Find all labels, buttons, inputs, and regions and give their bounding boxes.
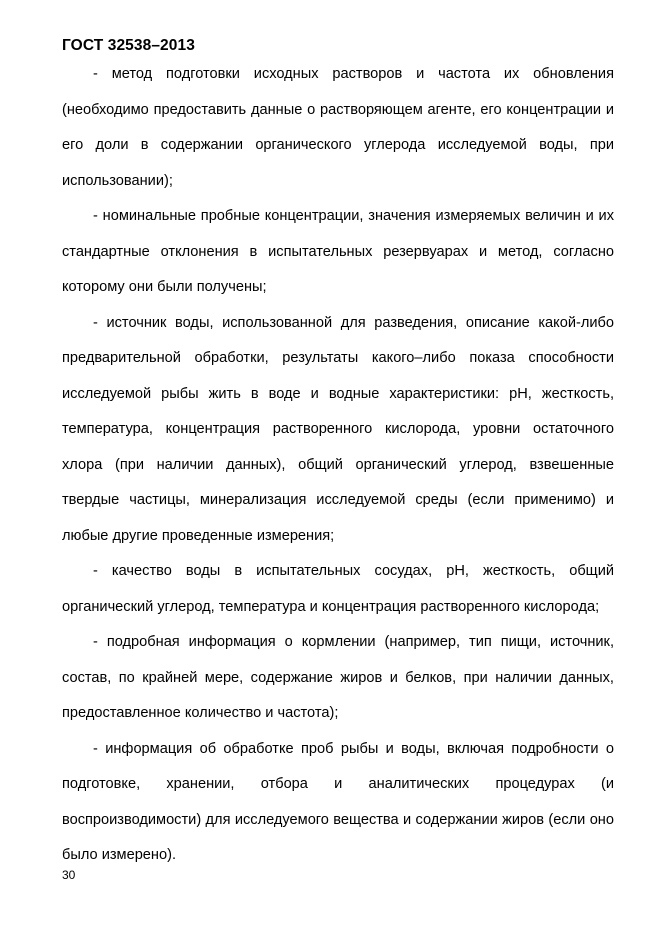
page-number: 30 <box>62 868 76 882</box>
document-header: ГОСТ 32538–2013 <box>62 37 195 54</box>
list-item-feeding-info: - подробная информация о кормлении (например, тип пищи, источник, состав, по крайней мере, содержание жиров и белков, при наличии данных, предоставленное количество и частота); <box>62 634 614 721</box>
list-item-nominal-concentrations: - номинальные пробные концентрации, значения измеряемых величин и их стандартные отклонения в испытательных резервуарах и метод, согласно которому они были получены; <box>62 208 614 295</box>
document-body <box>62 57 614 874</box>
list-item-dilution-water: - источник воды, использованной для разведения, описание какой-либо предварительной обработки, результаты какого–либо показа способности исследуемой рыбы жить в воде и водные характеристики: pH, жесткость, температура, концентрация растворенного кислорода, уровни остаточного хлора (при наличии данных), общий органический углерод, взвешенные твердые частицы, минерализация исследуемой среды (если применимо) и любые другие проведенные измерения; <box>62 314 614 544</box>
list-item-stock-solutions: - метод подготовки исходных растворов и частота их обновления (необходимо предоставить данные о растворяющем агенте, его концентрации и его доли в содержании органического углерода исследуемой воды, при использовании); <box>62 66 614 189</box>
list-item-water-quality: - качество воды в испытательных сосудах, pH, жесткость, общий органический углерод, температура и концентрация растворенного кислорода; <box>62 563 614 615</box>
list-item-sample-processing: - информация об обработке проб рыбы и воды, включая подробности о подготовке, хранении, отбора и аналитических процедурах (и воспроизводимости) для исследуемого вещества и содержании жиров (если оно было измерено). <box>62 740 614 863</box>
